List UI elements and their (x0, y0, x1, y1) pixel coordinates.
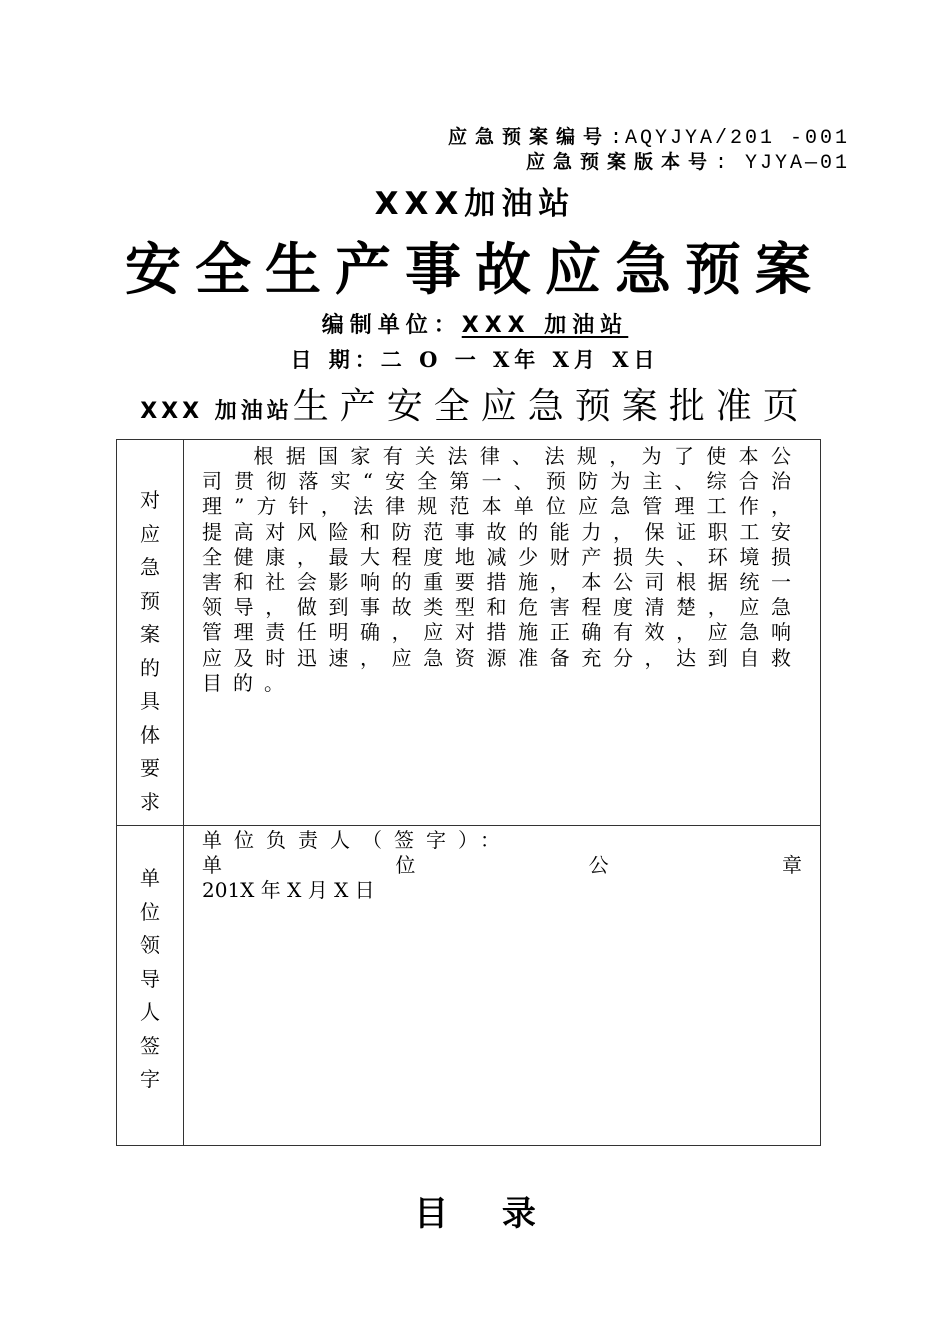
unit-seal-line (184, 853, 820, 878)
seal-char-2: 位 (395, 853, 416, 877)
seal-char-1: 单 (202, 853, 222, 877)
version-number (526, 149, 850, 177)
main-title: 安全生产事故应急预案 (125, 238, 825, 303)
signature-label: 单位领导人签字 (140, 866, 160, 1091)
requirements-label-cell (117, 440, 184, 826)
approval-table (116, 439, 821, 1146)
approval-title-main: 生产安全应急预案批准页 (292, 386, 810, 427)
requirements-text (184, 440, 820, 696)
station-name: XXX加油站 (374, 186, 576, 222)
version-label: 应急预案版本号 (525, 151, 715, 173)
seal-char-3: 公 (588, 853, 609, 877)
plan-number-value: :AQYJYA/201 -001 (609, 127, 850, 150)
requirements-row (117, 440, 821, 826)
signature-label-cell (117, 826, 184, 1146)
leader-signature-line (184, 828, 820, 853)
compiler-value: XXX 加油站 (461, 313, 629, 338)
signature-row (117, 826, 821, 1146)
approval-page-title (0, 378, 950, 429)
compiler-line (0, 308, 950, 339)
signature-block (184, 826, 820, 903)
signature-content-cell (184, 826, 821, 1146)
requirements-content-cell (184, 440, 821, 826)
approval-title-prefix: XXX 加油站 (140, 399, 293, 424)
requirements-paragraph: 根据国家有关法律、法规，为了使本公司贯彻落实“安全第一、预防为主、综合治理”方针，法律规范本单位应急管理工作，提高对风险和防范事故的能力，保证职工安全健康，最大程度地减少财产损失、环境损害和社会影响的重要措施，本公司根据统一领导，做到事故类型和危害程度清楚，应急管理责任明确，应对措施正确有效，应急响应及时迅速，应急资源准备充分，达到自救目的。 (202, 444, 802, 695)
requirements-label: 对应急预案的具体要求 (140, 488, 160, 814)
signature-date: 201X 年 X 月 X 日 (202, 878, 375, 902)
seal-char-4: 章 (781, 853, 802, 877)
leader-signature-label: 单位负责人（签字）： (202, 828, 512, 852)
compiler-label: 编制单位： (321, 313, 462, 338)
toc-title: 目 录 (414, 1194, 536, 1234)
version-value: : YJYA—01 (714, 152, 850, 175)
plan-number (448, 124, 850, 152)
plan-number-label: 应急预案编号 (447, 126, 610, 148)
date-line: 日 期：二 O 一 X年 X月 X日 (290, 347, 660, 372)
